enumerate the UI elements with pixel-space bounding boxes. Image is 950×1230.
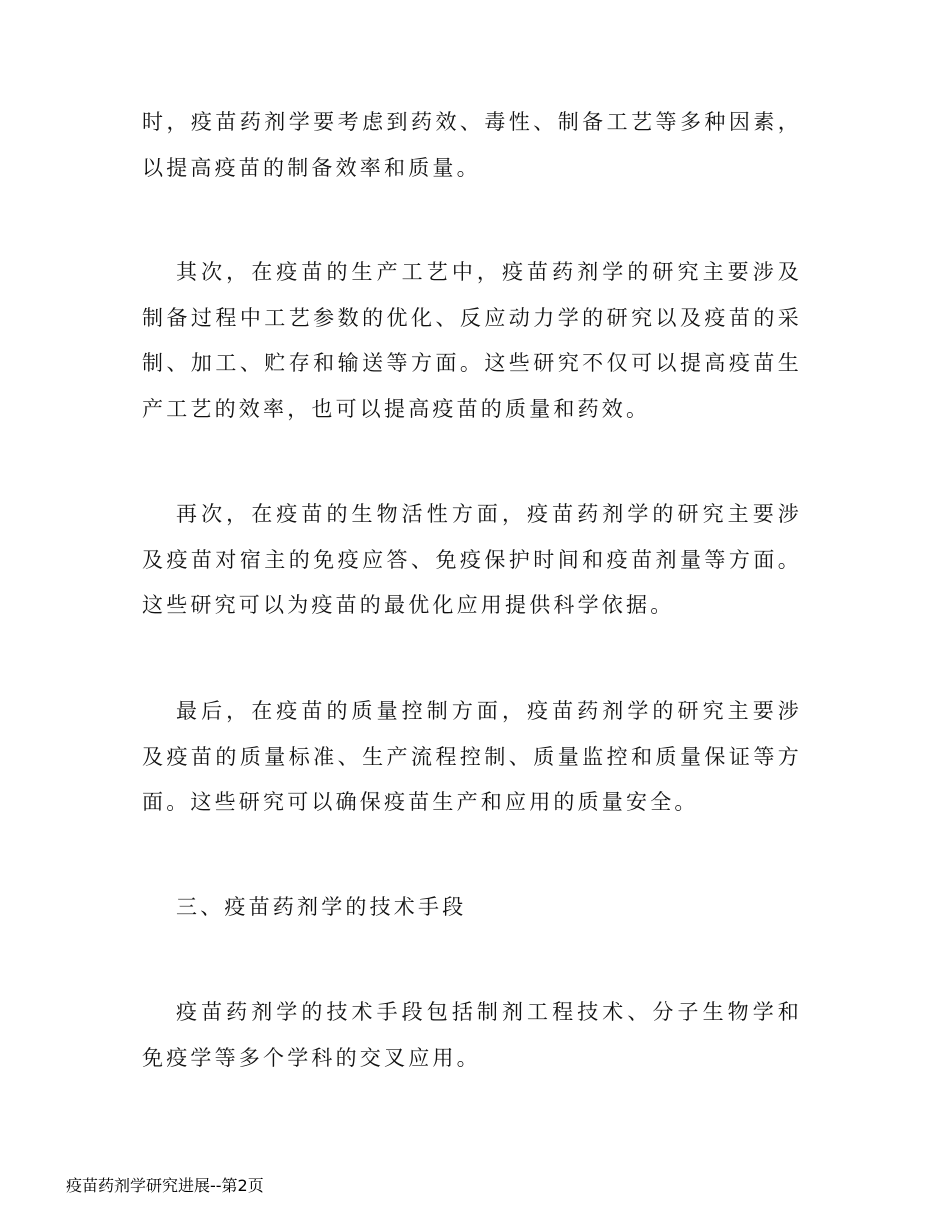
paragraph-biological-activity: 再次，在疫苗的生物活性方面，疫苗药剂学的研究主要涉及疫苗对宿主的免疫应答、免疫保护时间和疫苗剂量等方面。这些研究可以为疫苗的最优化应用提供科学依据。 bbox=[142, 502, 802, 617]
paragraph-production-process: 其次，在疫苗的生产工艺中，疫苗药剂学的研究主要涉及制备过程中工艺参数的优化、反应动力学的研究以及疫苗的采制、加工、贮存和输送等方面。这些研究不仅可以提高疫苗生产工艺的效率，也可以提高疫苗的质量和药效。 bbox=[142, 260, 802, 421]
paragraph-technical-means: 疫苗药剂学的技术手段包括制剂工程技术、分子生物学和免疫学等多个学科的交叉应用。 bbox=[142, 1000, 802, 1070]
section-heading: 三、疫苗药剂学的技术手段 bbox=[176, 895, 467, 919]
paragraph-quality-control: 最后，在疫苗的质量控制方面，疫苗药剂学的研究主要涉及疫苗的质量标准、生产流程控制、质量监控和质量保证等方面。这些研究可以确保疫苗生产和应用的质量安全。 bbox=[142, 699, 802, 814]
page-footer: 疫苗药剂学研究进展--第2页 bbox=[66, 1176, 264, 1195]
paragraph-continuation: 时，疫苗药剂学要考虑到药效、毒性、制备工艺等多种因素，以提高疫苗的制备效率和质量。 bbox=[142, 110, 802, 180]
